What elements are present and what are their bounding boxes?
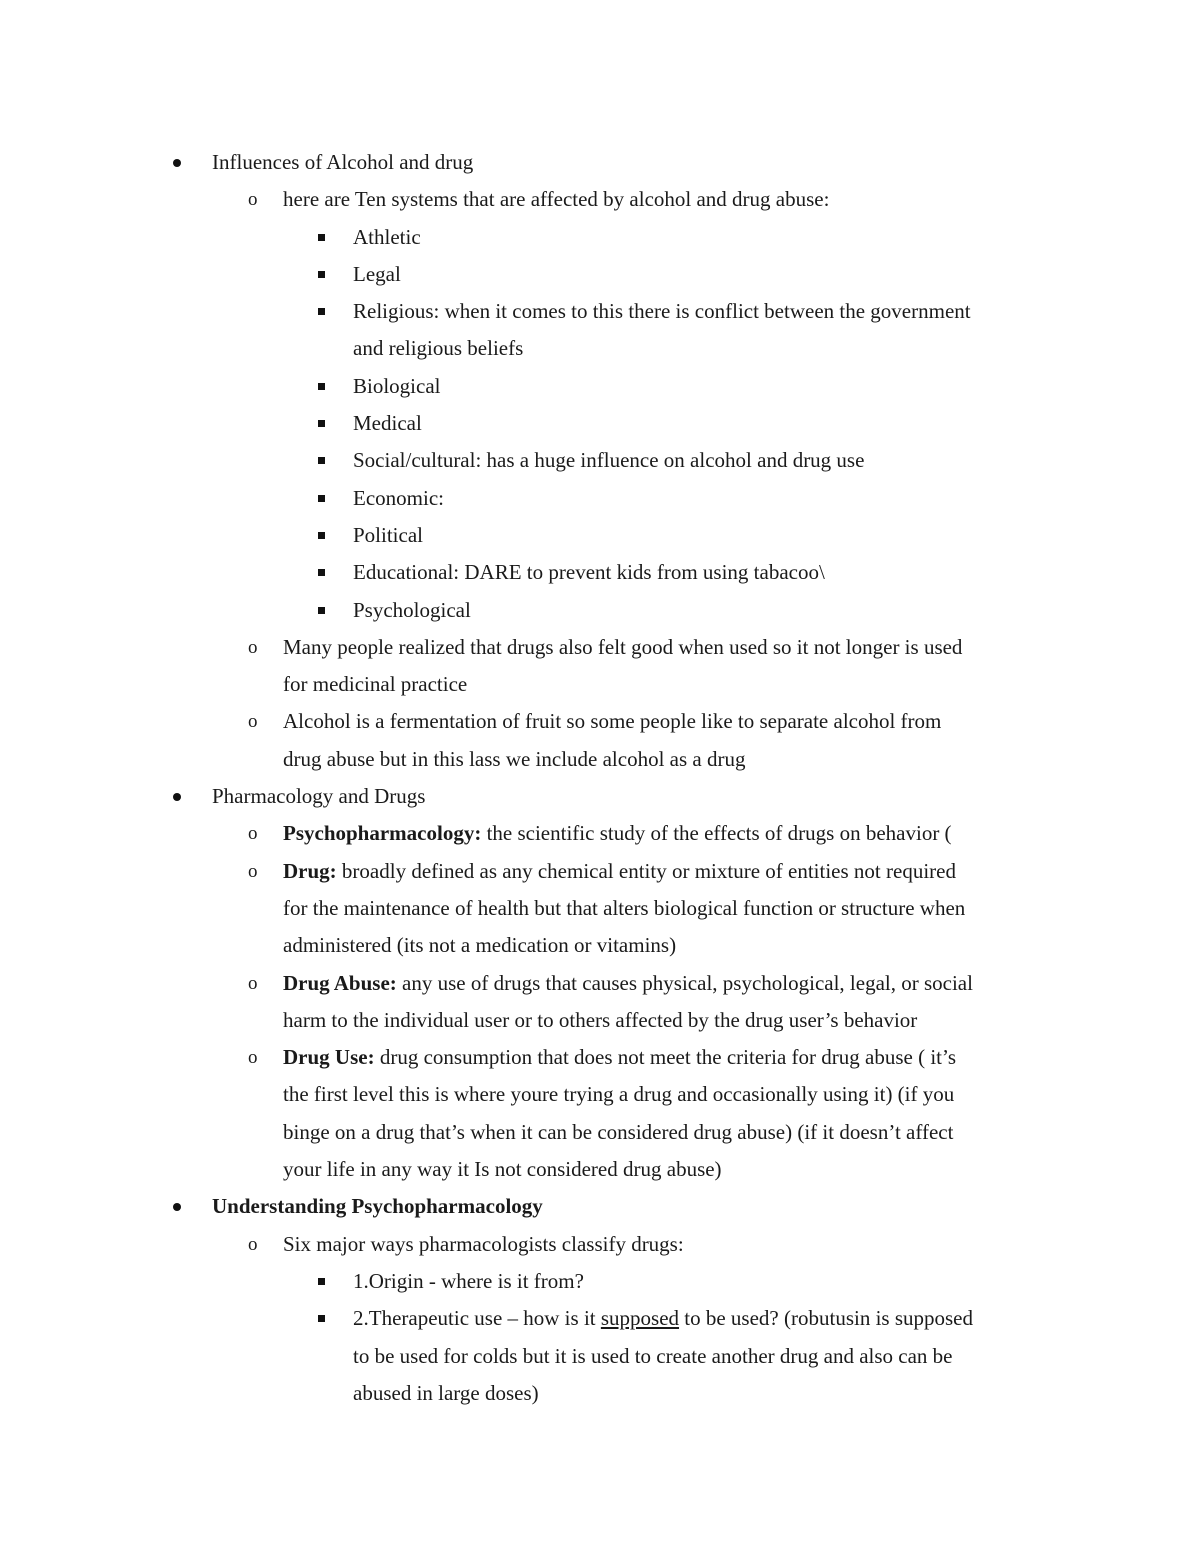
circle-bullet-icon: o <box>248 189 258 211</box>
bullet-pharmacology <box>0 778 1200 815</box>
system-item <box>0 554 1200 591</box>
subitem-medicinal-note-continuation <box>0 666 1200 703</box>
alcohol-note-line: Alcohol is a fermentation of fruit so some people like to separate alcohol from <box>283 709 942 734</box>
notes-body <box>0 144 1200 1412</box>
def-drug-use: the first level this is where youre trying a drug and occasionally using it) (if you <box>283 1082 955 1107</box>
circle-bullet-icon: o <box>248 860 258 882</box>
circle-bullet-icon: o <box>248 972 258 994</box>
circle-bullet-icon: o <box>248 823 258 845</box>
system-item <box>0 592 1200 629</box>
definition-drug-use-continuation <box>0 1076 1200 1113</box>
definition-drug-use <box>0 1039 1200 1076</box>
def-drug-use: drug consumption that does not meet the criteria for drug abuse ( it’s <box>374 1045 957 1070</box>
definition-drug-abuse <box>0 965 1200 1002</box>
circle-bullet-icon: o <box>248 711 258 733</box>
def-psychopharmacology: the scientific study of the effects of drugs on behavior ( <box>481 821 952 846</box>
ten-systems-intro: here are Ten systems that are affected by alcohol and drug abuse: <box>283 187 830 212</box>
def-drug-use: binge on a drug that’s when it can be considered drug abuse) (if it doesn’t affect <box>283 1119 954 1144</box>
system-item <box>0 480 1200 517</box>
def-drug-abuse: any use of drugs that causes physical, psychological, legal, or social <box>396 970 973 995</box>
system-label: Educational: DARE to prevent kids from using tabacoo\ <box>353 560 825 585</box>
classification-item-continuation <box>0 1375 1200 1412</box>
subitem-ten-systems <box>0 181 1200 218</box>
heading-understanding: Understanding Psychopharmacology <box>212 1194 543 1219</box>
definition-drug-use-continuation <box>0 1151 1200 1188</box>
term-drug-use: Drug Use: <box>283 1045 375 1070</box>
term-psychopharmacology: Psychopharmacology: <box>283 821 482 846</box>
system-label: Medical <box>353 411 422 436</box>
classification-therapeutic-rest: to be used? (robutusin is supposed <box>679 1306 974 1331</box>
def-drug-abuse: harm to the individual user or to others affected by the drug user’s behavior <box>283 1007 918 1032</box>
definition-drug-continuation <box>0 890 1200 927</box>
medicinal-note-line: for medicinal practice <box>283 672 468 697</box>
alcohol-note-line: drug abuse but in this lass we include alcohol as a drug <box>283 746 746 771</box>
definition-drug-continuation <box>0 927 1200 964</box>
system-item <box>0 293 1200 330</box>
system-item <box>0 256 1200 293</box>
system-label: Political <box>353 522 423 547</box>
def-drug: broadly defined as any chemical entity or mixture of entities not required <box>336 858 956 883</box>
system-label: Religious: when it comes to this there is conflict between the government <box>353 299 971 324</box>
system-label-continuation: and religious beliefs <box>353 336 524 361</box>
subitem-classify <box>0 1226 1200 1263</box>
definition-drug-abuse-continuation <box>0 1002 1200 1039</box>
definition-drug <box>0 853 1200 890</box>
system-label: Psychological <box>353 597 471 622</box>
classification-therapeutic: 2.Therapeutic use – how is it <box>353 1306 601 1331</box>
circle-bullet-icon: o <box>248 1233 258 1255</box>
def-drug-use: your life in any way it Is not considered drug abuse) <box>283 1157 722 1182</box>
subitem-alcohol-note-continuation <box>0 741 1200 778</box>
system-label: Legal <box>353 261 401 286</box>
bullet-influences <box>0 144 1200 181</box>
classification-item-continuation <box>0 1338 1200 1375</box>
system-item <box>0 517 1200 554</box>
heading-influences: Influences of Alcohol and drug <box>212 150 474 174</box>
system-label: Biological <box>353 373 441 398</box>
term-drug: Drug: <box>283 858 337 883</box>
classification-item <box>0 1263 1200 1300</box>
classification-item <box>0 1300 1200 1337</box>
system-item <box>0 368 1200 405</box>
definition-drug-use-continuation <box>0 1114 1200 1151</box>
classify-intro: Six major ways pharmacologists classify drugs: <box>283 1231 684 1256</box>
heading-pharmacology: Pharmacology and Drugs <box>212 784 426 809</box>
subitem-alcohol-note <box>0 703 1200 740</box>
classification-origin: 1.Origin - where is it from? <box>353 1268 584 1293</box>
system-item-continuation <box>0 330 1200 367</box>
underlined-word: supposed <box>600 1306 680 1331</box>
system-item <box>0 219 1200 256</box>
definition-psychopharmacology <box>0 815 1200 852</box>
system-label: Social/cultural: has a huge influence on alcohol and drug use <box>353 448 865 473</box>
classification-therapeutic-cont: to be used for colds but it is used to create another drug and also can be <box>353 1343 953 1368</box>
classification-therapeutic-cont: abused in large doses) <box>353 1380 539 1405</box>
circle-bullet-icon: o <box>248 636 258 658</box>
subitem-medicinal-note <box>0 629 1200 666</box>
def-drug: administered (its not a medication or vitamins) <box>283 933 677 958</box>
def-drug: for the maintenance of health but that alters biological function or structure when <box>283 895 966 920</box>
system-label: Athletic <box>353 224 421 249</box>
system-item <box>0 442 1200 479</box>
circle-bullet-icon: o <box>248 1047 258 1069</box>
bullet-understanding <box>0 1188 1200 1225</box>
medicinal-note-line: Many people realized that drugs also felt good when used so it not longer is used <box>283 634 963 659</box>
term-drug-abuse: Drug Abuse: <box>283 970 397 995</box>
system-label: Economic: <box>353 485 444 510</box>
system-item <box>0 405 1200 442</box>
